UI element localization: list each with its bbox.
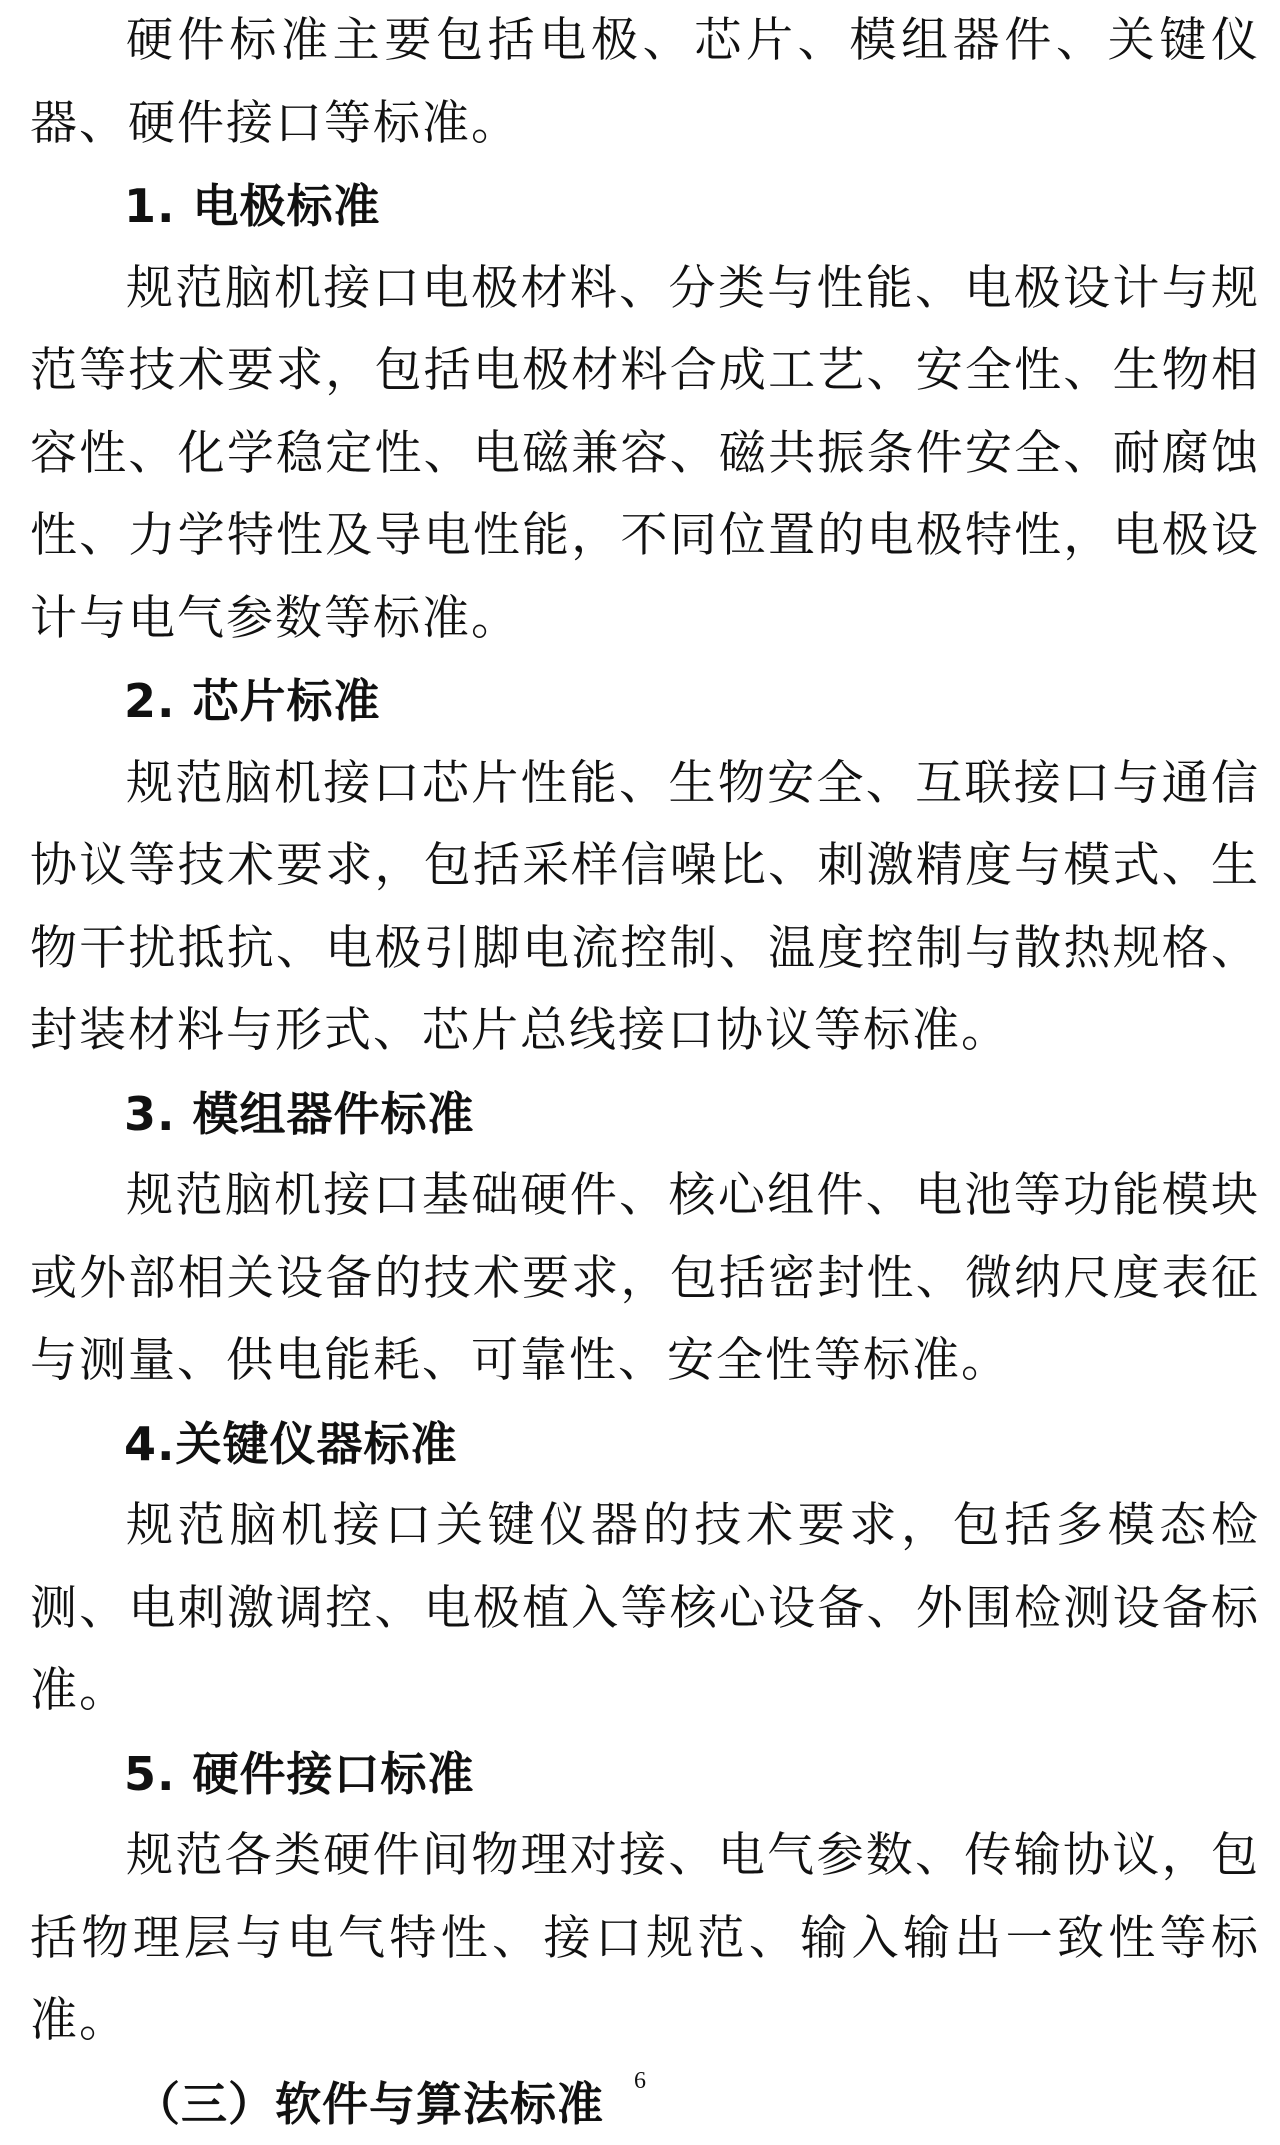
section-heading-electrode: 1. 电极标准: [30, 165, 1260, 248]
section-body-hardware-interface: 规范各类硬件间物理对接、电气参数、传输协议，包括物理层与电气特性、接口规范、输入输出一致性等标准。: [30, 1815, 1260, 2063]
section-heading-module: 3. 模组器件标准: [30, 1073, 1260, 1156]
section-body-instrument: 规范脑机接口关键仪器的技术要求，包括多模态检测、电刺激调控、电极植入等核心设备、外围检测设备标准。: [30, 1485, 1260, 1733]
section-body-electrode: 规范脑机接口电极材料、分类与性能、电极设计与规范等技术要求，包括电极材料合成工艺、安全性、生物相容性、化学稳定性、电磁兼容、磁共振条件安全、耐腐蚀性、力学特性及导电性能，不同位置的电极特性，电极设计与电气参数等标准。: [30, 248, 1260, 661]
next-section-heading: （三）软件与算法标准: [30, 2063, 1260, 2145]
page-number: 6: [0, 2068, 1280, 2095]
section-body-chip: 规范脑机接口芯片性能、生物安全、互联接口与通信协议等技术要求，包括采样信噪比、刺激精度与模式、生物干扰抵抗、电极引脚电流控制、温度控制与散热规格、封装材料与形式、芯片总线接口协议等标准。: [30, 743, 1260, 1073]
document-page: [30, 0, 1260, 2145]
section-heading-instrument: 4.关键仪器标准: [30, 1403, 1260, 1486]
intro-paragraph: 硬件标准主要包括电极、芯片、模组器件、关键仪器、硬件接口等标准。: [30, 0, 1260, 165]
section-heading-chip: 2. 芯片标准: [30, 660, 1260, 743]
section-heading-hardware-interface: 5. 硬件接口标准: [30, 1733, 1260, 1816]
section-body-module: 规范脑机接口基础硬件、核心组件、电池等功能模块或外部相关设备的技术要求，包括密封性、微纳尺度表征与测量、供电能耗、可靠性、安全性等标准。: [30, 1155, 1260, 1403]
